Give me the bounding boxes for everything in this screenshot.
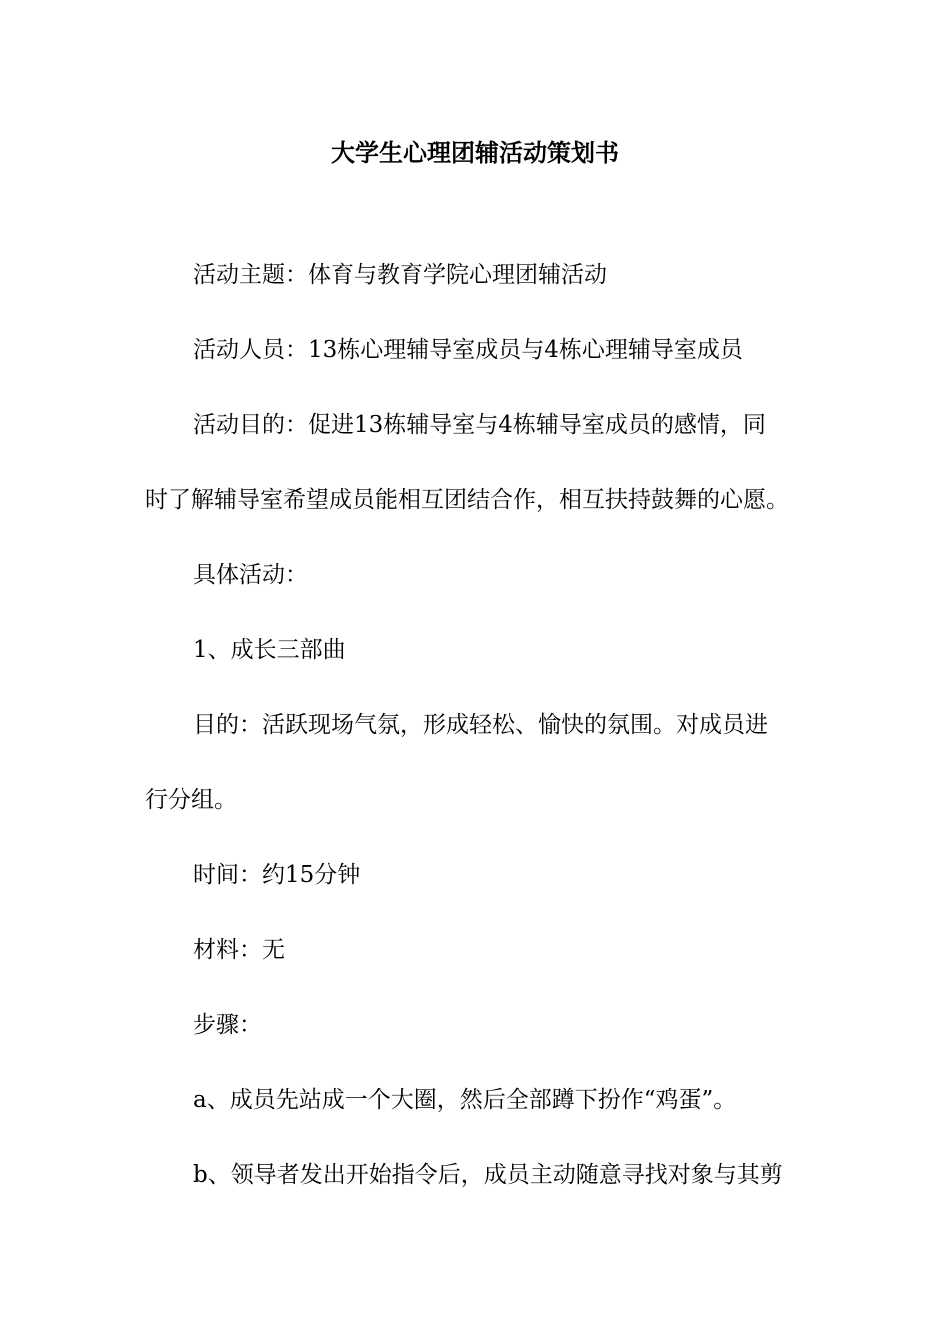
paragraph-specific-activities: 具体活动： [193, 562, 308, 588]
paragraph-item-1-purpose: 目的：活跃现场气氛，形成轻松、愉快的氛围。对成员进 [193, 712, 768, 738]
paragraph-item-1-steps: 步骤： [193, 1012, 262, 1038]
paragraph-step-a: a、成员先站成一个大圈，然后全部蹲下扮作“鸡蛋”。 [193, 1087, 737, 1113]
document-title: 大学生心理团辅活动策划书 [331, 138, 619, 167]
paragraph-item-1-time: 时间：约15分钟 [193, 862, 361, 888]
paragraph-activity-purpose: 活动目的：促进13栋辅导室与4栋辅导室成员的感情，同 [193, 412, 766, 438]
paragraph-activity-theme: 活动主题：体育与教育学院心理团辅活动 [193, 262, 607, 288]
paragraph-item-1-purpose-cont: 行分组。 [145, 787, 237, 813]
paragraph-item-1-materials: 材料：无 [193, 937, 285, 963]
paragraph-item-1: 1、成长三部曲 [193, 637, 346, 663]
paragraph-activity-members: 活动人员：13栋心理辅导室成员与4栋心理辅导室成员 [193, 337, 743, 363]
paragraph-activity-purpose-cont: 时了解辅导室希望成员能相互团结合作，相互扶持鼓舞的心愿。 [145, 487, 789, 513]
paragraph-step-b: b、领导者发出开始指令后，成员主动随意寻找对象与其剪 [193, 1162, 783, 1188]
